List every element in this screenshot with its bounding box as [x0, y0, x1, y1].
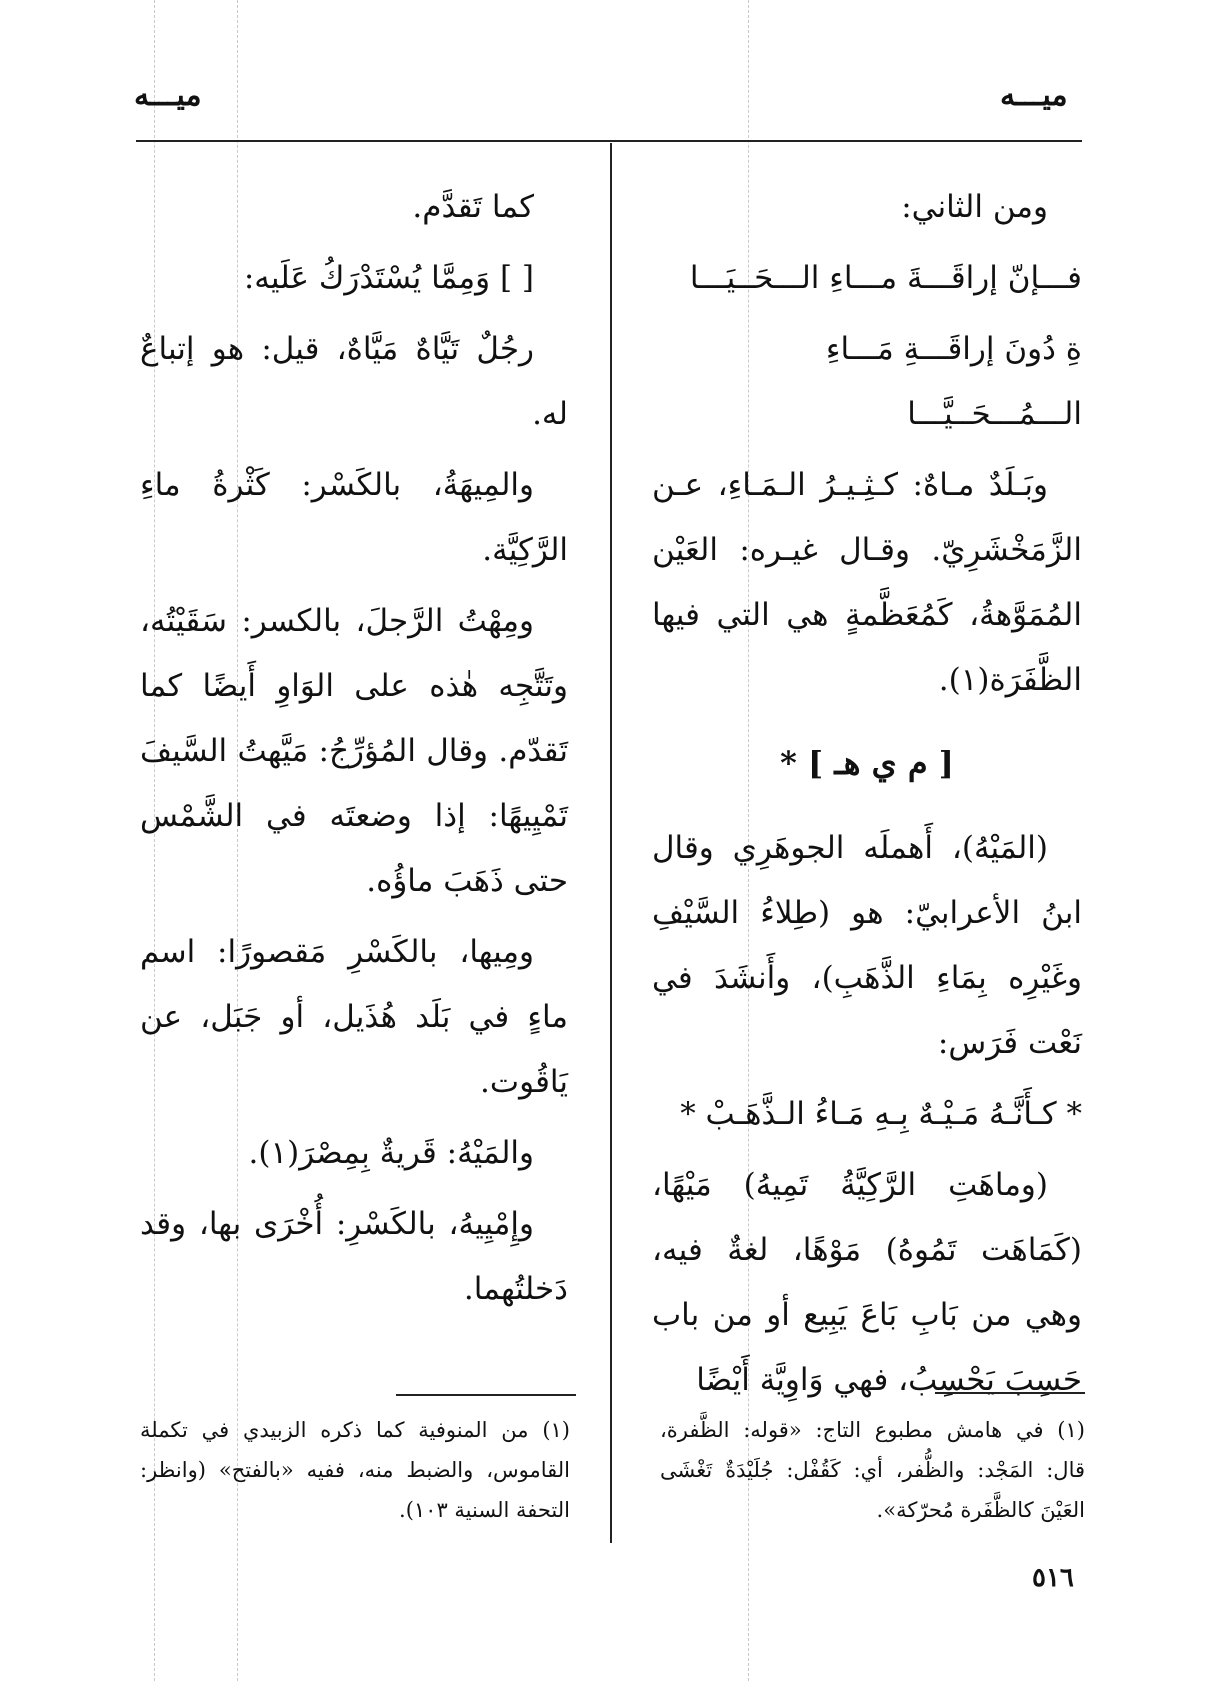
- footnote-rule-right: [935, 1392, 1085, 1394]
- footnote-right: (١) في هامش مطبوع التاج: «قوله: الظَّفرة، قال: المَجْد: والظُّفر، أي: كَقُفْل: جُلَيْدَةٌ تَغْشَى العَيْنَ كالظَّفَرة مُحرّكة».: [660, 1418, 1085, 1522]
- paragraph: والمِيهَةُ، بالكَسْر: كَثْرةُ ماءِ الرَّكِيَّة.: [140, 467, 568, 568]
- page-number: ٥١٦: [1032, 1563, 1074, 1593]
- column-divider: [610, 143, 612, 1543]
- left-column: [140, 175, 568, 1328]
- paragraph: والمَيْهُ: قَريةٌ بِمِصْرَ(١).: [248, 1135, 534, 1171]
- verse-line: * كـأَنَّـهُ مَـيْـهٌ بِـهِ مَـاءُ الـذَّهَـبْ *: [680, 1096, 1082, 1132]
- entry-heading: [ م ي هـ ] *: [780, 744, 954, 782]
- paragraph: [ ] وَمِمَّا يُسْتَدْرَكُ عَلَيه:: [243, 260, 534, 296]
- running-header-left: ميـــه: [134, 78, 202, 113]
- paragraph: ومِهْتُ الرَّجلَ، بالكسر: سَقَيْتُه، وتَتَّجِه هٰذه على الوَاوِ أَيضًا كما تَقدّم. وقال المُؤرِّجُ: مَيَّهتُ السَّيفَ تَمْيِيهًا: إذا وضعتَه في الشَّمْس حتى ذَهَبَ ماؤُه.: [140, 603, 568, 899]
- paragraph: (وماهَتِ الرَّكِيَّةُ تَمِيهُ) مَيْهًا، (كَمَاهَت تَمُوهُ) مَوْهًا، لغةٌ فيه، وهي من بَابِ بَاعَ يَبِيع أو من باب حَسِبَ يَحْسِبُ، فهي وَاوِيَّة أَيْضًا: [652, 1167, 1082, 1398]
- paragraph: (المَيْهُ)، أَهملَه الجوهَرِي وقال ابنُ الأعرابيّ: هو (طِلاءُ السَّيْفِ وغَيْرِه بِمَاءِ الذَّهَبِ)، وأَنشَدَ في نَعْت فَرَس:: [652, 830, 1082, 1061]
- paragraph: ومن الثاني:: [901, 189, 1048, 225]
- running-header-right: ميـــه: [1000, 78, 1068, 113]
- paragraph: رجُلٌ تَيَّاهٌ مَيَّاهٌ، قيل: هو إتباعٌ له.: [140, 331, 568, 432]
- paragraph: وإِمْيِيهُ، بالكَسْرِ: أُخْرَى بها، وقد دَخلتُهما.: [140, 1206, 568, 1307]
- paragraph: كما تَقدَّم.: [412, 189, 534, 225]
- paragraph: وبَـلَدٌ مـاهٌ: كـثِـيـرُ الـمَـاءِ، عـن الزَّمَخْشَرِيّ. وقـال غيـره: العَيْن المُمَوَّهةُ، كَمُعَظَّمةٍ هي التي فيها الظَّفَرَة(١).: [652, 467, 1082, 698]
- footnote-rule-left: [396, 1394, 576, 1396]
- footnote-left: (١) من المنوفية كما ذكره الزبيدي في تكملة القاموس، والضبط منه، ففيه «بالفتح» (وانظر: التحفة السنية ١٠٣).: [140, 1418, 570, 1522]
- paragraph: ومِيها، بالكَسْرِ مَقصورًا: اسم ماءٍ في بَلَد هُذَيل، أو جَبَل، عن يَاقُوت.: [140, 934, 568, 1100]
- verse-line: فـــإنّ إراقَـــةَ مـــاءِ الـــحَــيَـــا: [689, 260, 1082, 296]
- right-column: [652, 175, 1082, 1419]
- verse-line: ةِ دُونَ إراقَـــةِ مَـــاءِ الـــمُـــحَــيَّـــا: [825, 331, 1082, 432]
- header-rule: [136, 140, 1082, 142]
